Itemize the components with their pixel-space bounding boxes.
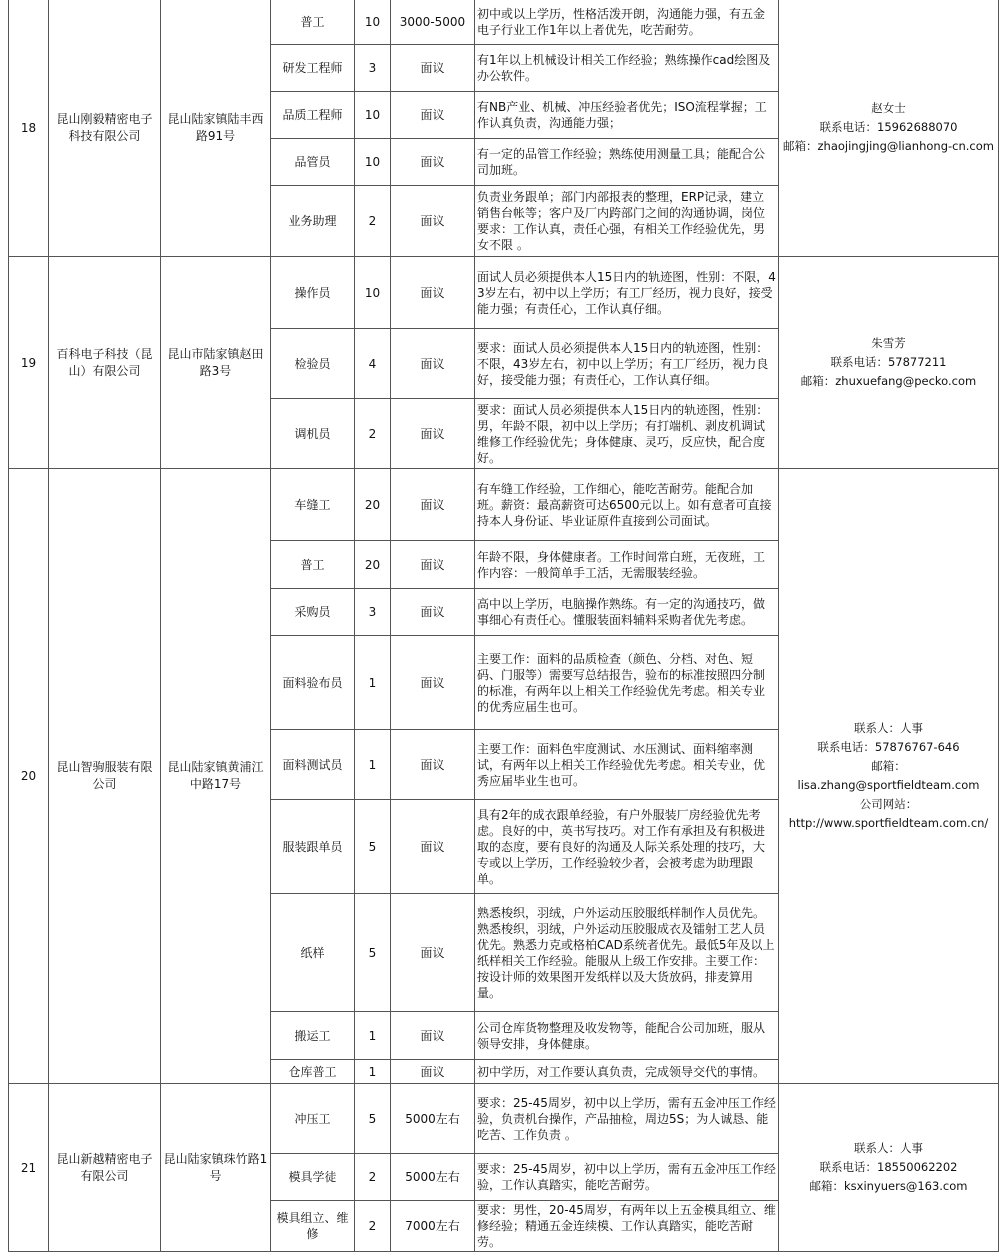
- contact-email: 邮箱：ksxinyuers@163.com: [809, 1179, 968, 1193]
- company-address: 昆山陆家镇陆丰西路91号: [161, 0, 271, 257]
- company-name: 昆山新越精密电子有限公司: [49, 1084, 161, 1252]
- job-salary: 面议: [391, 1012, 475, 1060]
- job-count: 10: [355, 92, 391, 139]
- contact-website-label: 公司网站：: [859, 797, 918, 811]
- job-title: 品管员: [271, 139, 355, 186]
- job-count: 1: [355, 730, 391, 800]
- contact-person: 朱雪芳: [871, 336, 906, 350]
- contact-email: 邮箱：zhuxuefang@pecko.com: [800, 374, 977, 388]
- job-requirements: 有NB产业、机械、冲压经验者优先；ISO流程掌握；工作认真负责，沟通能力强；: [475, 92, 779, 139]
- job-count: 10: [355, 257, 391, 329]
- job-salary: 面议: [391, 329, 475, 399]
- job-requirements: 要求：25-45周岁，初中以上学历，需有五金冲压工作经验，工作认真踏实，能吃苦耐劳。: [475, 1154, 779, 1201]
- job-salary: 面议: [391, 399, 475, 469]
- job-salary: 5000左右: [391, 1084, 475, 1154]
- job-title: 品质工程师: [271, 92, 355, 139]
- job-count: 5: [355, 894, 391, 1012]
- job-salary: 面议: [391, 800, 475, 894]
- contact-person: 赵女士: [871, 101, 906, 115]
- job-count: 2: [355, 1201, 391, 1252]
- job-title: 检验员: [271, 329, 355, 399]
- job-requirements: 高中以上学历，电脑操作熟练。有一定的沟通技巧，做事细心有责任心。懂服装面料辅料采购者优先考虑。: [475, 589, 779, 636]
- job-salary: 面议: [391, 730, 475, 800]
- job-listing-table: [8, 0, 999, 1252]
- company-number: 19: [9, 257, 49, 469]
- job-salary: 面议: [391, 257, 475, 329]
- company-name: 昆山刚毅精密电子科技有限公司: [49, 0, 161, 257]
- job-count: 1: [355, 1060, 391, 1084]
- job-count: 10: [355, 0, 391, 45]
- job-title: 研发工程师: [271, 45, 355, 92]
- job-salary: 3000-5000: [391, 0, 475, 45]
- job-count: 2: [355, 186, 391, 257]
- job-count: 3: [355, 589, 391, 636]
- company-name: 百科电子科技（昆山）有限公司: [49, 257, 161, 469]
- job-title: 仓库普工: [271, 1060, 355, 1084]
- company-name: 昆山智驹服装有限公司: [49, 469, 161, 1084]
- company-contact: [779, 257, 999, 469]
- job-requirements: 要求：面试人员必须提供本人15日内的轨迹图，性别：不限，43岁左右，初中以上学历；有工厂经历，视力良好，接受能力强；有责任心，工作认真仔细。: [475, 329, 779, 399]
- job-salary: 面议: [391, 139, 475, 186]
- company-contact: [779, 1084, 999, 1252]
- job-requirements: 有车缝工作经验，工作细心，能吃苦耐劳。能配合加班。薪资：最高薪资可达6500元以上。如有意者可直接持本人身份证、毕业证原件直接到公司面试。: [475, 469, 779, 541]
- job-count: 2: [355, 399, 391, 469]
- job-title: 普工: [271, 0, 355, 45]
- job-count: 10: [355, 139, 391, 186]
- job-requirements: 熟悉梭织，羽绒，户外运动压胶服纸样制作人员优先。熟悉梭织，羽绒，户外运动压胶服成衣及镭射工艺人员优先。熟悉力克或格柏CAD系统者优先。最低5年及以上纸样相关工作经验。能服从上级工作安排。主要工作：按设计师的效果图开发纸样以及大货放码，排麦算用量。: [475, 894, 779, 1012]
- job-title: 服装跟单员: [271, 800, 355, 894]
- job-salary: 面议: [391, 636, 475, 730]
- job-salary: 5000左右: [391, 1154, 475, 1201]
- job-title: 冲压工: [271, 1084, 355, 1154]
- job-count: 3: [355, 45, 391, 92]
- job-count: 2: [355, 1154, 391, 1201]
- job-requirements: 具有2年的成衣跟单经验，有户外服装厂房经验优先考虑。良好的中，英书写技巧。对工作有承担及有积极进取的态度，要有良好的沟通及人际关系处理的技巧，大专或以上学历，工作经验较少者，会被考虑为助理跟单。: [475, 800, 779, 894]
- job-requirements: 要求：男性，20-45周岁，有两年以上五金模具组立、维修经验；精通五金连续模、工作认真踏实，能吃苦耐劳。: [475, 1201, 779, 1252]
- job-title: 纸样: [271, 894, 355, 1012]
- job-title: 车缝工: [271, 469, 355, 541]
- contact-email: lisa.zhang@sportfieldteam.com: [797, 778, 980, 792]
- job-count: 20: [355, 469, 391, 541]
- job-requirements: 初中或以上学历，性格活泼开朗，沟通能力强，有五金电子行业工作1年以上者优先，吃苦耐劳。: [475, 0, 779, 45]
- job-requirements: 年龄不限，身体健康者。工作时间常白班，无夜班，工作内容：一般简单手工活，无需服装经验。: [475, 541, 779, 589]
- contact-phone: 联系电话：57877211: [830, 355, 947, 369]
- company-address: 昆山市陆家镇赵田路3号: [161, 257, 271, 469]
- job-salary: 面议: [391, 1060, 475, 1084]
- job-salary: 面议: [391, 469, 475, 541]
- job-title: 搬运工: [271, 1012, 355, 1060]
- contact-person: 联系人：人事: [854, 721, 923, 735]
- job-title: 调机员: [271, 399, 355, 469]
- job-count: 20: [355, 541, 391, 589]
- company-contact: [779, 0, 999, 257]
- job-salary: 面议: [391, 589, 475, 636]
- job-requirements: 有一定的品管工作经验；熟练使用测量工具；能配合公司加班。: [475, 139, 779, 186]
- job-title: 面料测试员: [271, 730, 355, 800]
- job-count: 1: [355, 1012, 391, 1060]
- contact-email-label: 邮箱：: [871, 759, 906, 773]
- job-count: 4: [355, 329, 391, 399]
- job-salary: 面议: [391, 186, 475, 257]
- contact-email: 邮箱：zhaojingjing@lianhong-cn.com: [783, 139, 994, 153]
- company-number: 18: [9, 0, 49, 257]
- job-salary: 面议: [391, 894, 475, 1012]
- job-requirements: 有1年以上机械设计相关工作经验；熟练操作cad绘图及办公软件。: [475, 45, 779, 92]
- job-count: 5: [355, 800, 391, 894]
- job-requirements: 主要工作：面料的品质检查（颜色、分档、对色、短码、门服等）需要写总结报告，验布的标准按照四分制的标准，有两年以上相关工作经验优先考虑。相关专业的优秀应届生也可。: [475, 636, 779, 730]
- job-count: 1: [355, 636, 391, 730]
- contact-website: http://www.sportfieldteam.com.cn/: [788, 816, 989, 830]
- company-number: 21: [9, 1084, 49, 1252]
- job-salary: 面议: [391, 92, 475, 139]
- company-number: 20: [9, 469, 49, 1084]
- job-requirements: 主要工作：面料色牢度测试、水压测试、面料缩率测试，有两年以上相关工作经验优先考虑。相关专业，优秀应届毕业生也可。: [475, 730, 779, 800]
- company-contact: [779, 469, 999, 1084]
- job-requirements: 初中学历，对工作要认真负责，完成领导交代的事情。: [475, 1060, 779, 1084]
- job-requirements: 负责业务跟单；部门内部报表的整理，ERP记录，建立销售台帐等；客户及厂内跨部门之间的沟通协调，岗位要求：工作认真，责任心强，有相关工作经验优先，男女不限 。: [475, 186, 779, 257]
- contact-phone: 联系电话：57876767-646: [817, 740, 960, 754]
- job-salary: 面议: [391, 541, 475, 589]
- contact-phone: 联系电话：15962688070: [819, 120, 958, 134]
- contact-phone: 联系电话：18550062202: [819, 1160, 958, 1174]
- job-requirements: 面试人员必须提供本人15日内的轨迹图，性别：不限，43岁左右，初中以上学历；有工厂经历，视力良好，接受能力强；有责任心，工作认真仔细。: [475, 257, 779, 329]
- job-title: 模具学徒: [271, 1154, 355, 1201]
- job-count: 5: [355, 1084, 391, 1154]
- job-title: 业务助理: [271, 186, 355, 257]
- job-title: 普工: [271, 541, 355, 589]
- job-title: 操作员: [271, 257, 355, 329]
- contact-person: 联系人：人事: [854, 1141, 923, 1155]
- job-requirements: 要求：25-45周岁，初中以上学历，需有五金冲压工作经验，负责机台操作，产品抽检，周边5S；为人诚恳、能吃苦、工作负责 。: [475, 1084, 779, 1154]
- company-address: 昆山陆家镇黄浦江中路17号: [161, 469, 271, 1084]
- job-salary: 面议: [391, 45, 475, 92]
- company-address: 昆山陆家镇珠竹路1号: [161, 1084, 271, 1252]
- job-title: 采购员: [271, 589, 355, 636]
- job-title: 面料验布员: [271, 636, 355, 730]
- job-requirements: 要求：面试人员必须提供本人15日内的轨迹图，性别：男，年龄不限，初中以上学历；有打端机、剥皮机调试维修工作经验优先；身体健康、灵巧，反应快，配合度好。: [475, 399, 779, 469]
- job-salary: 7000左右: [391, 1201, 475, 1252]
- job-requirements: 公司仓库货物整理及收发物等，能配合公司加班，服从领导安排，身体健康。: [475, 1012, 779, 1060]
- job-title: 模具组立、维修: [271, 1201, 355, 1252]
